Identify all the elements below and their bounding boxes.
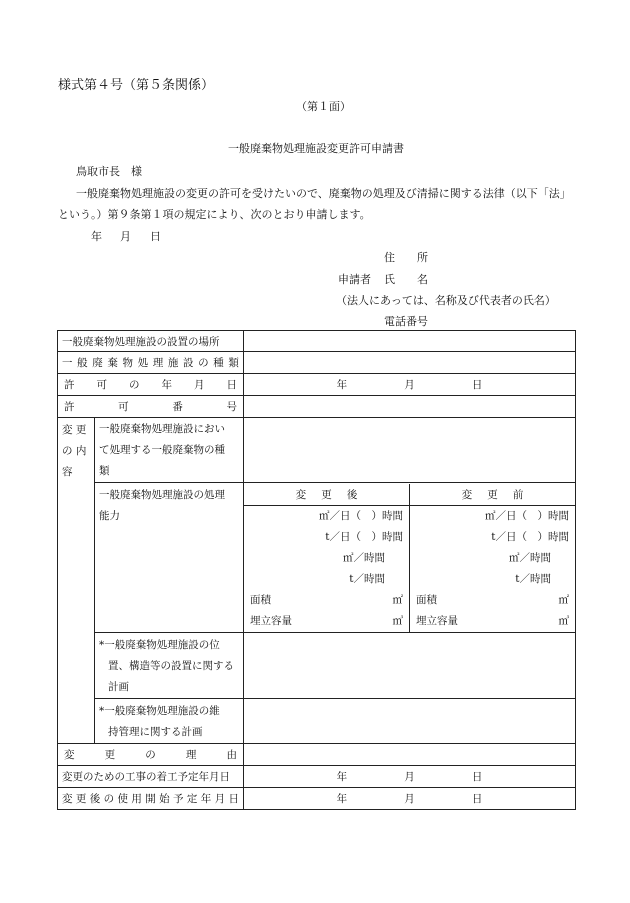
maintenance-value[interactable] bbox=[244, 699, 576, 744]
after-header: 変 更 後 bbox=[244, 484, 410, 506]
use-start-label: 変 更 後 の 使 用 開 始 予 定 年 月 日 bbox=[58, 788, 244, 810]
before-header: 変 更 前 bbox=[410, 484, 576, 506]
reason-label: 変 更 の 理 由 bbox=[58, 744, 244, 766]
form-number: 様式第４号（第５条関係） bbox=[58, 78, 215, 93]
permit-number-label: 許 可 番 号 bbox=[58, 396, 244, 418]
reason-value[interactable] bbox=[244, 744, 576, 766]
applicant-phone: 電話番号 bbox=[384, 315, 428, 328]
date-month: 月 bbox=[120, 230, 131, 243]
page-label: （第１面） bbox=[296, 100, 351, 113]
applicant-note: （法人にあっては、名称及び代表者の氏名） bbox=[336, 294, 556, 307]
type-value[interactable] bbox=[244, 352, 576, 374]
before-capacity[interactable]: ㎡／日（ ）時間 t／日（ ）時間 ㎡／時間 t／時間 面積 ㎡ 埋立容量 ㎥ bbox=[416, 509, 569, 627]
location-value[interactable] bbox=[244, 331, 576, 352]
construction-label: 変更のための工事の着工予定年月日 bbox=[58, 766, 244, 788]
plan-label: *一般廃棄物処理施設の位 置、構造等の設置に関する 計画 bbox=[95, 633, 244, 699]
type-label: 一 般 廃 棄 物 処 理 施 設 の 種 類 bbox=[58, 352, 244, 374]
permit-date-value[interactable]: 年 月 日 bbox=[244, 374, 576, 396]
body-line-1: 一般廃棄物処理施設の変更の許可を受けたいので、廃棄物の処理及び清掃に関する法律（以下「法」 bbox=[76, 187, 571, 200]
waste-type-value[interactable] bbox=[244, 418, 576, 483]
addressee: 鳥取市長 様 bbox=[76, 165, 142, 178]
page-title: 一般廃棄物処理施設変更許可申請書 bbox=[228, 142, 404, 155]
after-capacity[interactable]: ㎡／日（ ）時間 t／日（ ）時間 ㎡／時間 t／時間 面積 ㎡ 埋立容量 ㎥ bbox=[244, 505, 410, 632]
applicant-address: 住 所 bbox=[384, 251, 428, 264]
applicant-label: 申請者 bbox=[338, 273, 371, 286]
capacity-values bbox=[244, 483, 576, 633]
date-year: 年 bbox=[91, 230, 102, 243]
construction-date[interactable]: 年 月 日 bbox=[244, 766, 576, 788]
permit-number-value[interactable] bbox=[244, 396, 576, 418]
date-day: 日 bbox=[150, 230, 161, 243]
capacity-label: 一般廃棄物処理施設の処理 能力 bbox=[95, 483, 244, 633]
use-start-date[interactable]: 年 月 日 bbox=[244, 788, 576, 810]
location-label: 一般廃棄物処理施設の設置の場所 bbox=[58, 331, 244, 352]
maintenance-label: *一般廃棄物処理施設の維 持管理に関する計画 bbox=[95, 699, 244, 744]
body-line-2: という。）第９条第１項の規定により、次のとおり申請します。 bbox=[58, 208, 371, 221]
application-table bbox=[57, 330, 576, 810]
change-content-label: 変 更 の 内 容 bbox=[58, 418, 95, 744]
applicant-name: 氏 名 bbox=[384, 273, 428, 286]
permit-date-label: 許 可 の 年 月 日 bbox=[58, 374, 244, 396]
plan-value[interactable] bbox=[244, 633, 576, 699]
waste-type-label: 一般廃棄物処理施設におい て処理する一般廃棄物の種 類 bbox=[95, 418, 244, 483]
